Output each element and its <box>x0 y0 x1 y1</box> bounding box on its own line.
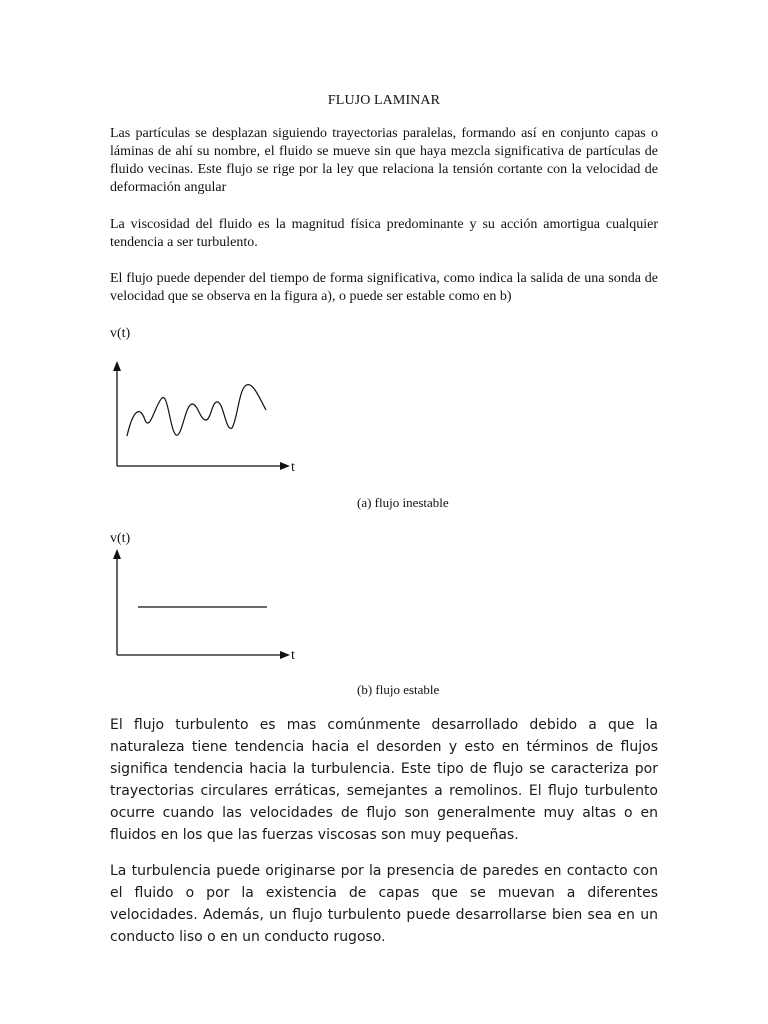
figure-b-y-arrow <box>113 549 121 559</box>
figure-b-x-arrow <box>280 651 290 659</box>
figure-b-caption: (b) flujo estable <box>357 682 440 697</box>
paragraph-turbulence-origin: La turbulencia puede originarse por la presencia de paredes en contacto con el fluido o por la existencia de capas que se muevan a diferentes velocidades. Además, un flujo turbulento puede desarrollarse bien sea en un conducto liso o en un conducto rugoso. <box>110 863 658 945</box>
paragraph-time-dependence: El flujo puede depender del tiempo de forma significativa, como indica la salida de una sonda de velocidad que se observa en la figura a), o puede ser estable como en b) <box>110 271 658 304</box>
figure-b-y-label: v(t) <box>110 531 131 546</box>
figure-a-caption: (a) flujo inestable <box>357 495 449 510</box>
figure-a-y-label: v(t) <box>110 326 131 341</box>
figure-a-x-label: t <box>291 460 295 475</box>
paragraph-turbulent-flow: El flujo turbulento es mas comúnmente desarrollado debido a que la naturaleza tiene tendencia hacia el desorden y esto en términos de flujos significa tendencia hacia la turbulencia. Este tipo de flujo se caracteriza por trayectorias circulares erráticas, semejantes a remolinos. El flujo turbulento ocurre cuando las velocidades de flujo son generalmente muy altas o en fluidos en los que las fuerzas viscosas son muy pequeñas. <box>110 717 658 843</box>
page-title: FLUJO LAMINAR <box>327 93 441 108</box>
paragraph-viscosity: La viscosidad del fluido es la magnitud física predominante y su acción amortigua cualquier tendencia a ser turbulento. <box>110 217 658 250</box>
figure-b-x-label: t <box>291 648 295 663</box>
paragraph-laminar-definition: Las partículas se desplazan siguiendo trayectorias paralelas, formando así en conjunto capas o láminas de ahí su nombre, el fluido se mueve sin que haya mezcla significativa de partículas de fluido vecinas. Este flujo se rige por la ley que relaciona la tensión cortante con la velocidad de deformación angular <box>110 126 658 195</box>
